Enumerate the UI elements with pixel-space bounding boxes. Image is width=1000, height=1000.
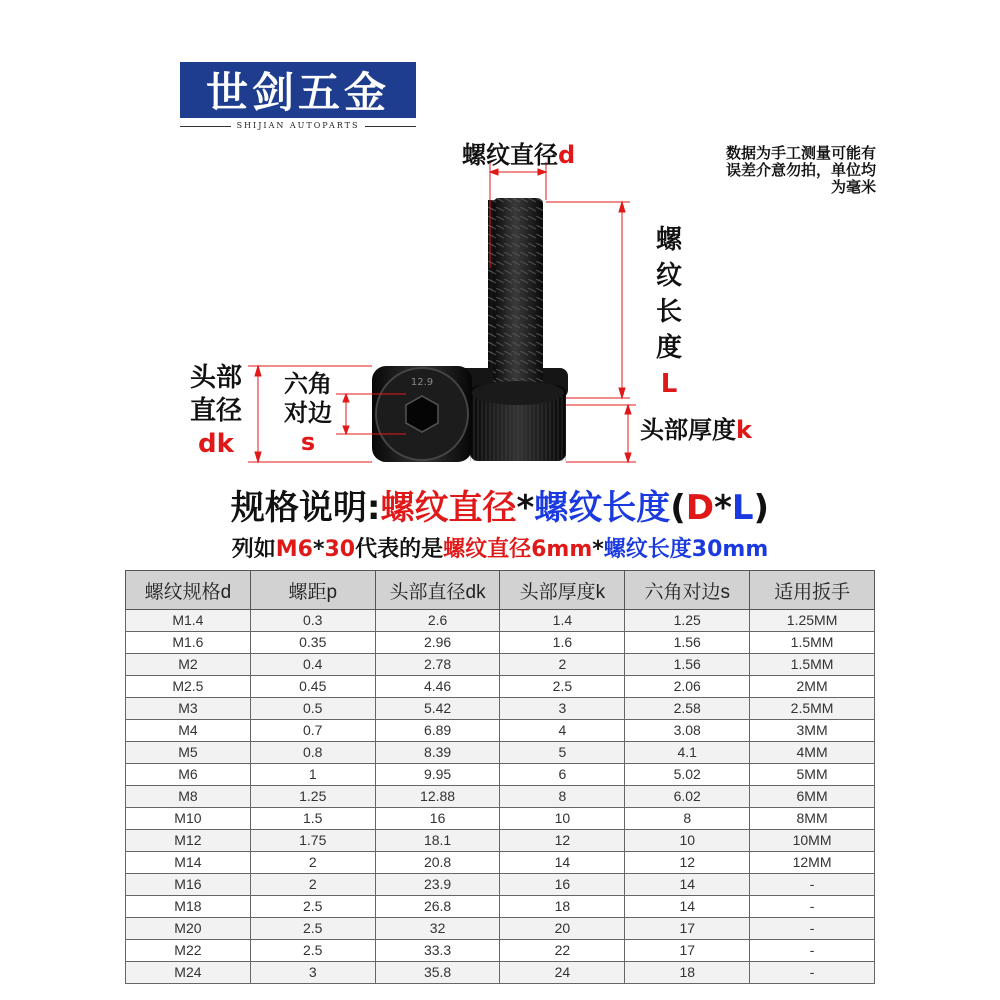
column-header: 六角对边s xyxy=(625,571,750,610)
table-cell: 2.5 xyxy=(250,940,375,962)
table-cell: M2.5 xyxy=(126,676,251,698)
table-row xyxy=(126,742,875,764)
table-cell: 12.88 xyxy=(375,786,500,808)
table-cell: 6 xyxy=(500,764,625,786)
table-row xyxy=(126,962,875,984)
brand-name: 世剑五金 xyxy=(205,68,390,117)
table-cell: 12MM xyxy=(750,852,875,874)
table-cell: 2.5 xyxy=(250,918,375,940)
table-row xyxy=(126,676,875,698)
table-cell: 8 xyxy=(625,808,750,830)
table-cell: 4MM xyxy=(750,742,875,764)
table-cell: 0.3 xyxy=(250,610,375,632)
table-cell: 2.96 xyxy=(375,632,500,654)
table-cell: 18 xyxy=(625,962,750,984)
table-row xyxy=(126,720,875,742)
table-cell: 3MM xyxy=(750,720,875,742)
table-cell: 3.08 xyxy=(625,720,750,742)
table-cell: 2 xyxy=(250,852,375,874)
table-row xyxy=(126,874,875,896)
table-cell: M14 xyxy=(126,852,251,874)
table-cell: 1.5 xyxy=(250,808,375,830)
hex-flats-label: 六角对边 s xyxy=(284,370,332,456)
table-cell: 24 xyxy=(500,962,625,984)
table-row xyxy=(126,808,875,830)
screw-diagram xyxy=(0,0,1000,480)
table-header-row xyxy=(126,571,875,610)
table-cell: 1 xyxy=(250,764,375,786)
table-row xyxy=(126,698,875,720)
table-row xyxy=(126,940,875,962)
table-cell: 26.8 xyxy=(375,896,500,918)
table-cell: 1.25MM xyxy=(750,610,875,632)
head-thickness-label: 头部厚度k xyxy=(640,416,752,444)
table-cell: 2.5MM xyxy=(750,698,875,720)
table-row xyxy=(126,610,875,632)
table-cell: 2.6 xyxy=(375,610,500,632)
table-cell: 14 xyxy=(625,896,750,918)
table-cell: 1.4 xyxy=(500,610,625,632)
table-cell: 5MM xyxy=(750,764,875,786)
table-cell: 22 xyxy=(500,940,625,962)
table-cell: 1.5MM xyxy=(750,654,875,676)
column-header: 适用扳手 xyxy=(750,571,875,610)
table-cell: 20.8 xyxy=(375,852,500,874)
table-cell: 8MM xyxy=(750,808,875,830)
spec-title: 规格说明:螺纹直径*螺纹长度(D*L) xyxy=(230,488,770,528)
table-cell: M1.6 xyxy=(126,632,251,654)
table-cell: M22 xyxy=(126,940,251,962)
table-cell: 5.42 xyxy=(375,698,500,720)
table-cell: 18 xyxy=(500,896,625,918)
table-cell: 2 xyxy=(500,654,625,676)
table-cell: M20 xyxy=(126,918,251,940)
brand-subtitle: SHIJIAN AUTOPARTS xyxy=(180,121,416,130)
table-cell: 4 xyxy=(500,720,625,742)
table-cell: 2.5 xyxy=(250,896,375,918)
table-row xyxy=(126,786,875,808)
spec-table xyxy=(125,570,875,984)
table-cell: M2 xyxy=(126,654,251,676)
table-cell: 16 xyxy=(500,874,625,896)
table-cell: 2.5 xyxy=(500,676,625,698)
table-cell: 5 xyxy=(500,742,625,764)
column-header: 螺距p xyxy=(250,571,375,610)
table-cell: 8 xyxy=(500,786,625,808)
thread-diameter-label: 螺纹直径d xyxy=(462,141,576,169)
table-cell: M5 xyxy=(126,742,251,764)
table-row xyxy=(126,852,875,874)
table-cell: 6MM xyxy=(750,786,875,808)
table-cell: M12 xyxy=(126,830,251,852)
table-cell: 1.25 xyxy=(625,610,750,632)
table-cell: 0.7 xyxy=(250,720,375,742)
table-cell: 10 xyxy=(625,830,750,852)
head-diameter-label: 头部直径 dk xyxy=(189,363,242,459)
table-cell: 0.4 xyxy=(250,654,375,676)
table-cell: 4.46 xyxy=(375,676,500,698)
table-cell: 35.8 xyxy=(375,962,500,984)
table-cell: 2.58 xyxy=(625,698,750,720)
table-cell: 1.5MM xyxy=(750,632,875,654)
table-cell: 1.56 xyxy=(625,632,750,654)
table-cell: M16 xyxy=(126,874,251,896)
table-cell: 2.78 xyxy=(375,654,500,676)
table-cell: 3 xyxy=(500,698,625,720)
table-cell: - xyxy=(750,874,875,896)
table-cell: 1.56 xyxy=(625,654,750,676)
head-marking: 12.9 xyxy=(410,377,434,388)
table-cell: 32 xyxy=(375,918,500,940)
table-cell: 12 xyxy=(625,852,750,874)
table-cell: M24 xyxy=(126,962,251,984)
table-row xyxy=(126,896,875,918)
table-cell: 1.75 xyxy=(250,830,375,852)
table-cell: 0.45 xyxy=(250,676,375,698)
table-cell: 1.6 xyxy=(500,632,625,654)
table-cell: 14 xyxy=(625,874,750,896)
table-cell: 10MM xyxy=(750,830,875,852)
table-cell: 14 xyxy=(500,852,625,874)
table-cell: 16 xyxy=(375,808,500,830)
table-cell: 18.1 xyxy=(375,830,500,852)
table-cell: 0.5 xyxy=(250,698,375,720)
table-cell: 1.25 xyxy=(250,786,375,808)
table-cell: 6.02 xyxy=(625,786,750,808)
measurement-note: 数据为手工测量可能有误差介意勿拍，单位均为毫米 xyxy=(726,144,877,196)
table-cell: 5.02 xyxy=(625,764,750,786)
column-header: 头部直径dk xyxy=(375,571,500,610)
table-cell: 2MM xyxy=(750,676,875,698)
table-row xyxy=(126,654,875,676)
table-cell: 17 xyxy=(625,940,750,962)
table-cell: M6 xyxy=(126,764,251,786)
main-screw xyxy=(470,198,566,461)
table-cell: 12 xyxy=(500,830,625,852)
table-cell: - xyxy=(750,962,875,984)
table-row xyxy=(126,632,875,654)
thread-length-label: 螺纹长度 L xyxy=(655,225,682,399)
table-cell: - xyxy=(750,940,875,962)
table-cell: - xyxy=(750,918,875,940)
table-cell: 17 xyxy=(625,918,750,940)
table-cell: M18 xyxy=(126,896,251,918)
table-cell: M10 xyxy=(126,808,251,830)
table-cell: 6.89 xyxy=(375,720,500,742)
column-header: 头部厚度k xyxy=(500,571,625,610)
spec-example: 列如M6*30代表的是螺纹直径6mm*螺纹长度30mm xyxy=(231,537,769,562)
table-cell: M3 xyxy=(126,698,251,720)
table-cell: - xyxy=(750,896,875,918)
head-thickness-dimension xyxy=(566,405,636,462)
column-header: 螺纹规格d xyxy=(126,571,251,610)
table-cell: 8.39 xyxy=(375,742,500,764)
table-cell: 2.06 xyxy=(625,676,750,698)
table-cell: 10 xyxy=(500,808,625,830)
table-cell: 33.3 xyxy=(375,940,500,962)
table-cell: M4 xyxy=(126,720,251,742)
table-cell: M8 xyxy=(126,786,251,808)
table-cell: 23.9 xyxy=(375,874,500,896)
table-row xyxy=(126,764,875,786)
table-cell: 20 xyxy=(500,918,625,940)
table-cell: 4.1 xyxy=(625,742,750,764)
table-cell: 3 xyxy=(250,962,375,984)
table-cell: 2 xyxy=(250,874,375,896)
table-cell: 0.8 xyxy=(250,742,375,764)
table-row xyxy=(126,918,875,940)
table-cell: M1.4 xyxy=(126,610,251,632)
table-row xyxy=(126,830,875,852)
table-cell: 0.35 xyxy=(250,632,375,654)
screw-head-front xyxy=(372,366,472,462)
table-cell: 9.95 xyxy=(375,764,500,786)
